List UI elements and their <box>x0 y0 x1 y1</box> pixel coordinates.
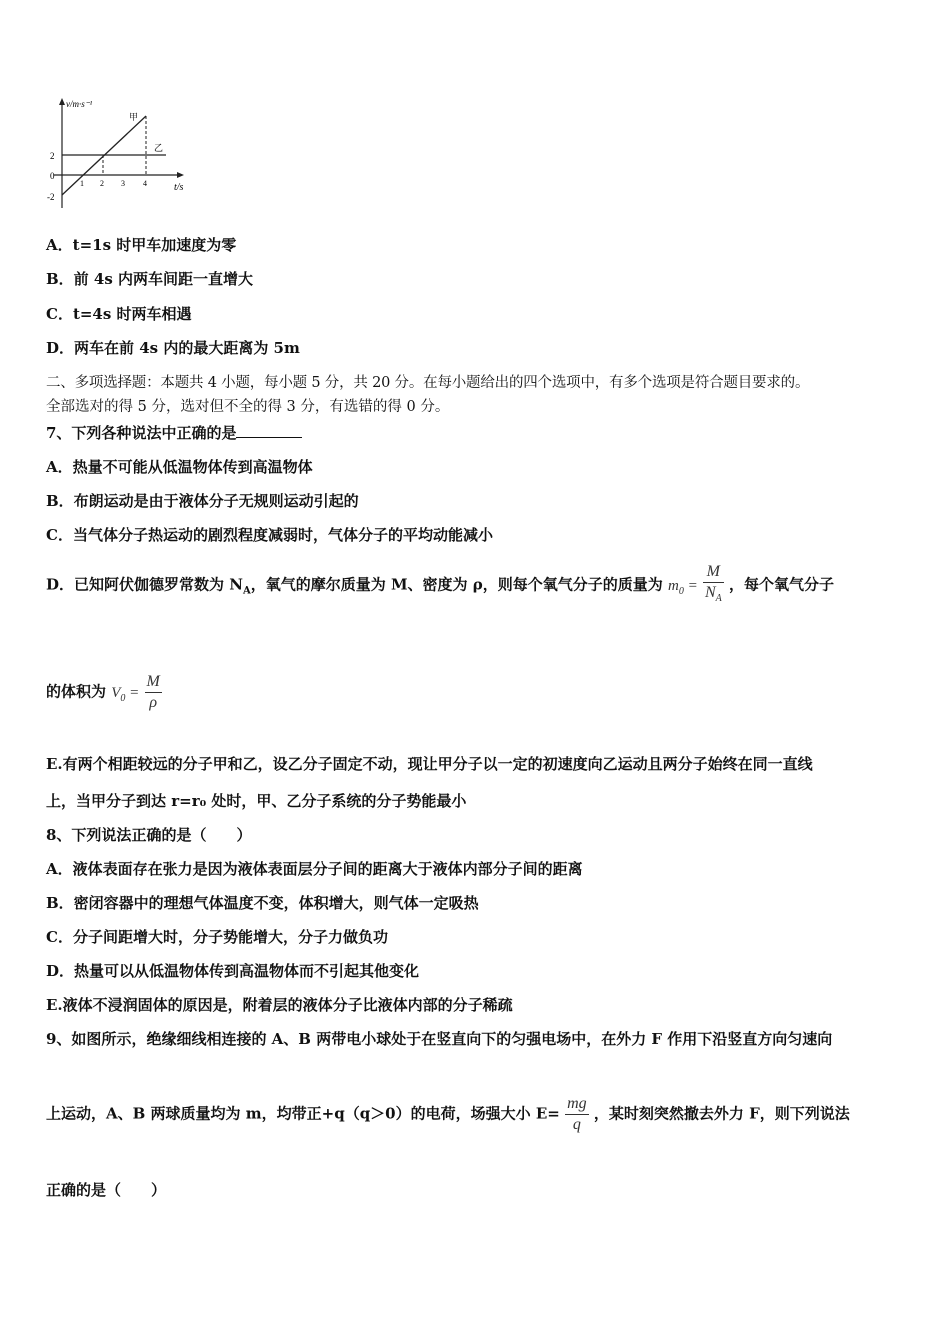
x-tick-1: 1 <box>80 179 84 188</box>
x-axis-arrow <box>177 172 184 178</box>
formula-v0: $V_0$ = <box>111 684 140 704</box>
q6-option-c: C．t=4s 时两车相遇 <box>46 305 192 323</box>
q7-option-a: A．热量不可能从低温物体传到高温物体 <box>46 458 313 476</box>
formula-v0-fraction <box>145 672 162 713</box>
q8-stem: 8、下列说法正确的是（ ） <box>46 826 252 844</box>
formula-m0: $m_0$ = <box>667 577 698 597</box>
q7-d-post: ，每个氧气分子 <box>728 575 834 594</box>
q7-d-sub: A <box>242 585 251 597</box>
q9-line2-pre: 上运动，A、B 两球质量均为 m，均带正+q（q＞0）的电荷，场强大小 E= <box>46 1104 560 1123</box>
velocity-time-graph <box>40 95 200 210</box>
q7-option-e-line2: 上，当甲分子到达 r=r₀ 处时，甲、乙分子系统的分子势能最小 <box>46 792 467 810</box>
label-jia: 甲 <box>129 113 139 123</box>
q7-d-pre: D．已知阿伏伽德罗常数为 N <box>46 575 243 594</box>
y-tick-2: 2 <box>50 151 55 161</box>
label-yi: 乙 <box>154 144 164 154</box>
q8-option-c: C．分子间距增大时，分子势能增大，分子力做负功 <box>46 928 388 946</box>
x-tick-4: 4 <box>143 179 147 188</box>
q7-option-d <box>46 562 834 609</box>
fraction-denominator-sub: A <box>715 593 722 605</box>
y-tick-0: 0 <box>50 171 55 181</box>
y-axis-label: v/m·s⁻¹ <box>66 99 93 109</box>
q8-option-d: D．热量可以从低温物体传到高温物体而不引起其他变化 <box>46 962 420 980</box>
q7-option-e-line1: E.有两个相距较远的分子甲和乙，设乙分子固定不动，现让甲分子以一定的初速度向乙运动且两分子始终在同一直线 <box>46 755 813 773</box>
fraction-denominator: ρ <box>145 692 162 713</box>
q9-line3: 正确的是（ ） <box>46 1181 167 1199</box>
q8-option-a: A．液体表面存在张力是因为液体表面层分子间的距离大于液体内部分子间的距离 <box>46 860 583 878</box>
q6-option-b: B．前 4s 内两车间距一直增大 <box>46 270 254 288</box>
q7-stem-text: 7、下列各种说法中正确的是 <box>46 424 237 442</box>
formula-m0-fraction <box>703 562 724 609</box>
q6-option-d: D．两车在前 4s 内的最大距离为 5m <box>46 339 300 357</box>
q8-option-e: E.液体不浸润固体的原因是，附着层的液体分子比液体内部的分子稀疏 <box>46 996 513 1014</box>
q7-d-mid: ，氧气的摩尔质量为 M、密度为 ρ，则每个氧气分子的质量为 <box>250 575 663 594</box>
formula-m0-symbol: m <box>667 577 679 594</box>
y-tick-neg2: -2 <box>47 192 55 202</box>
formula-m0-sub: 0 <box>678 585 684 597</box>
fraction-numerator: M <box>706 563 720 580</box>
q9-line1: 9、如图所示，绝缘细线相连接的 A、B 两带电小球处于在竖直向下的匀强电场中，在外力 F 作用下沿竖直方向匀速向 <box>46 1030 833 1048</box>
x-tick-3: 3 <box>121 179 125 188</box>
y-axis-arrow <box>59 98 65 105</box>
q7-option-d-line2 <box>46 672 162 713</box>
section2-heading-line2: 全部选对的得 5 分，选对但不全的得 3 分，有选错的得 0 分。 <box>46 399 450 415</box>
formula-v0-sub: 0 <box>120 692 126 704</box>
section2-heading-line1: 二、多项选择题：本题共 4 小题，每小题 5 分，共 20 分。在每小题给出的四个选项中，有多个选项是符合题目要求的。 <box>46 375 810 391</box>
fraction-denominator-symbol: N <box>704 584 716 601</box>
fraction-numerator: mg <box>567 1095 587 1112</box>
q9-line2-post: ，某时刻突然撤去外力 F，则下列说法 <box>593 1104 850 1123</box>
formula-e-fraction <box>565 1094 589 1135</box>
q8-option-b: B．密闭容器中的理想气体温度不变，体积增大，则气体一定吸热 <box>46 894 479 912</box>
q7-d-line2-pre: 的体积为 <box>46 682 107 701</box>
formula-v0-symbol: V <box>111 684 121 701</box>
fraction-denominator <box>703 582 724 609</box>
q7-option-c: C．当气体分子热运动的剧烈程度减弱时，气体分子的平均动能减小 <box>46 526 493 544</box>
fraction-denominator: q <box>565 1114 589 1135</box>
q7-option-b: B．布朗运动是由于液体分子无规则运动引起的 <box>46 492 359 510</box>
q7-stem <box>46 423 302 443</box>
q9-line2 <box>46 1094 850 1135</box>
answer-blank <box>236 423 302 438</box>
q6-option-a: A．t=1s 时甲车加速度为零 <box>46 236 237 254</box>
x-axis-label: t/s <box>174 182 184 193</box>
x-tick-2: 2 <box>100 179 104 188</box>
fraction-numerator: M <box>146 673 160 690</box>
